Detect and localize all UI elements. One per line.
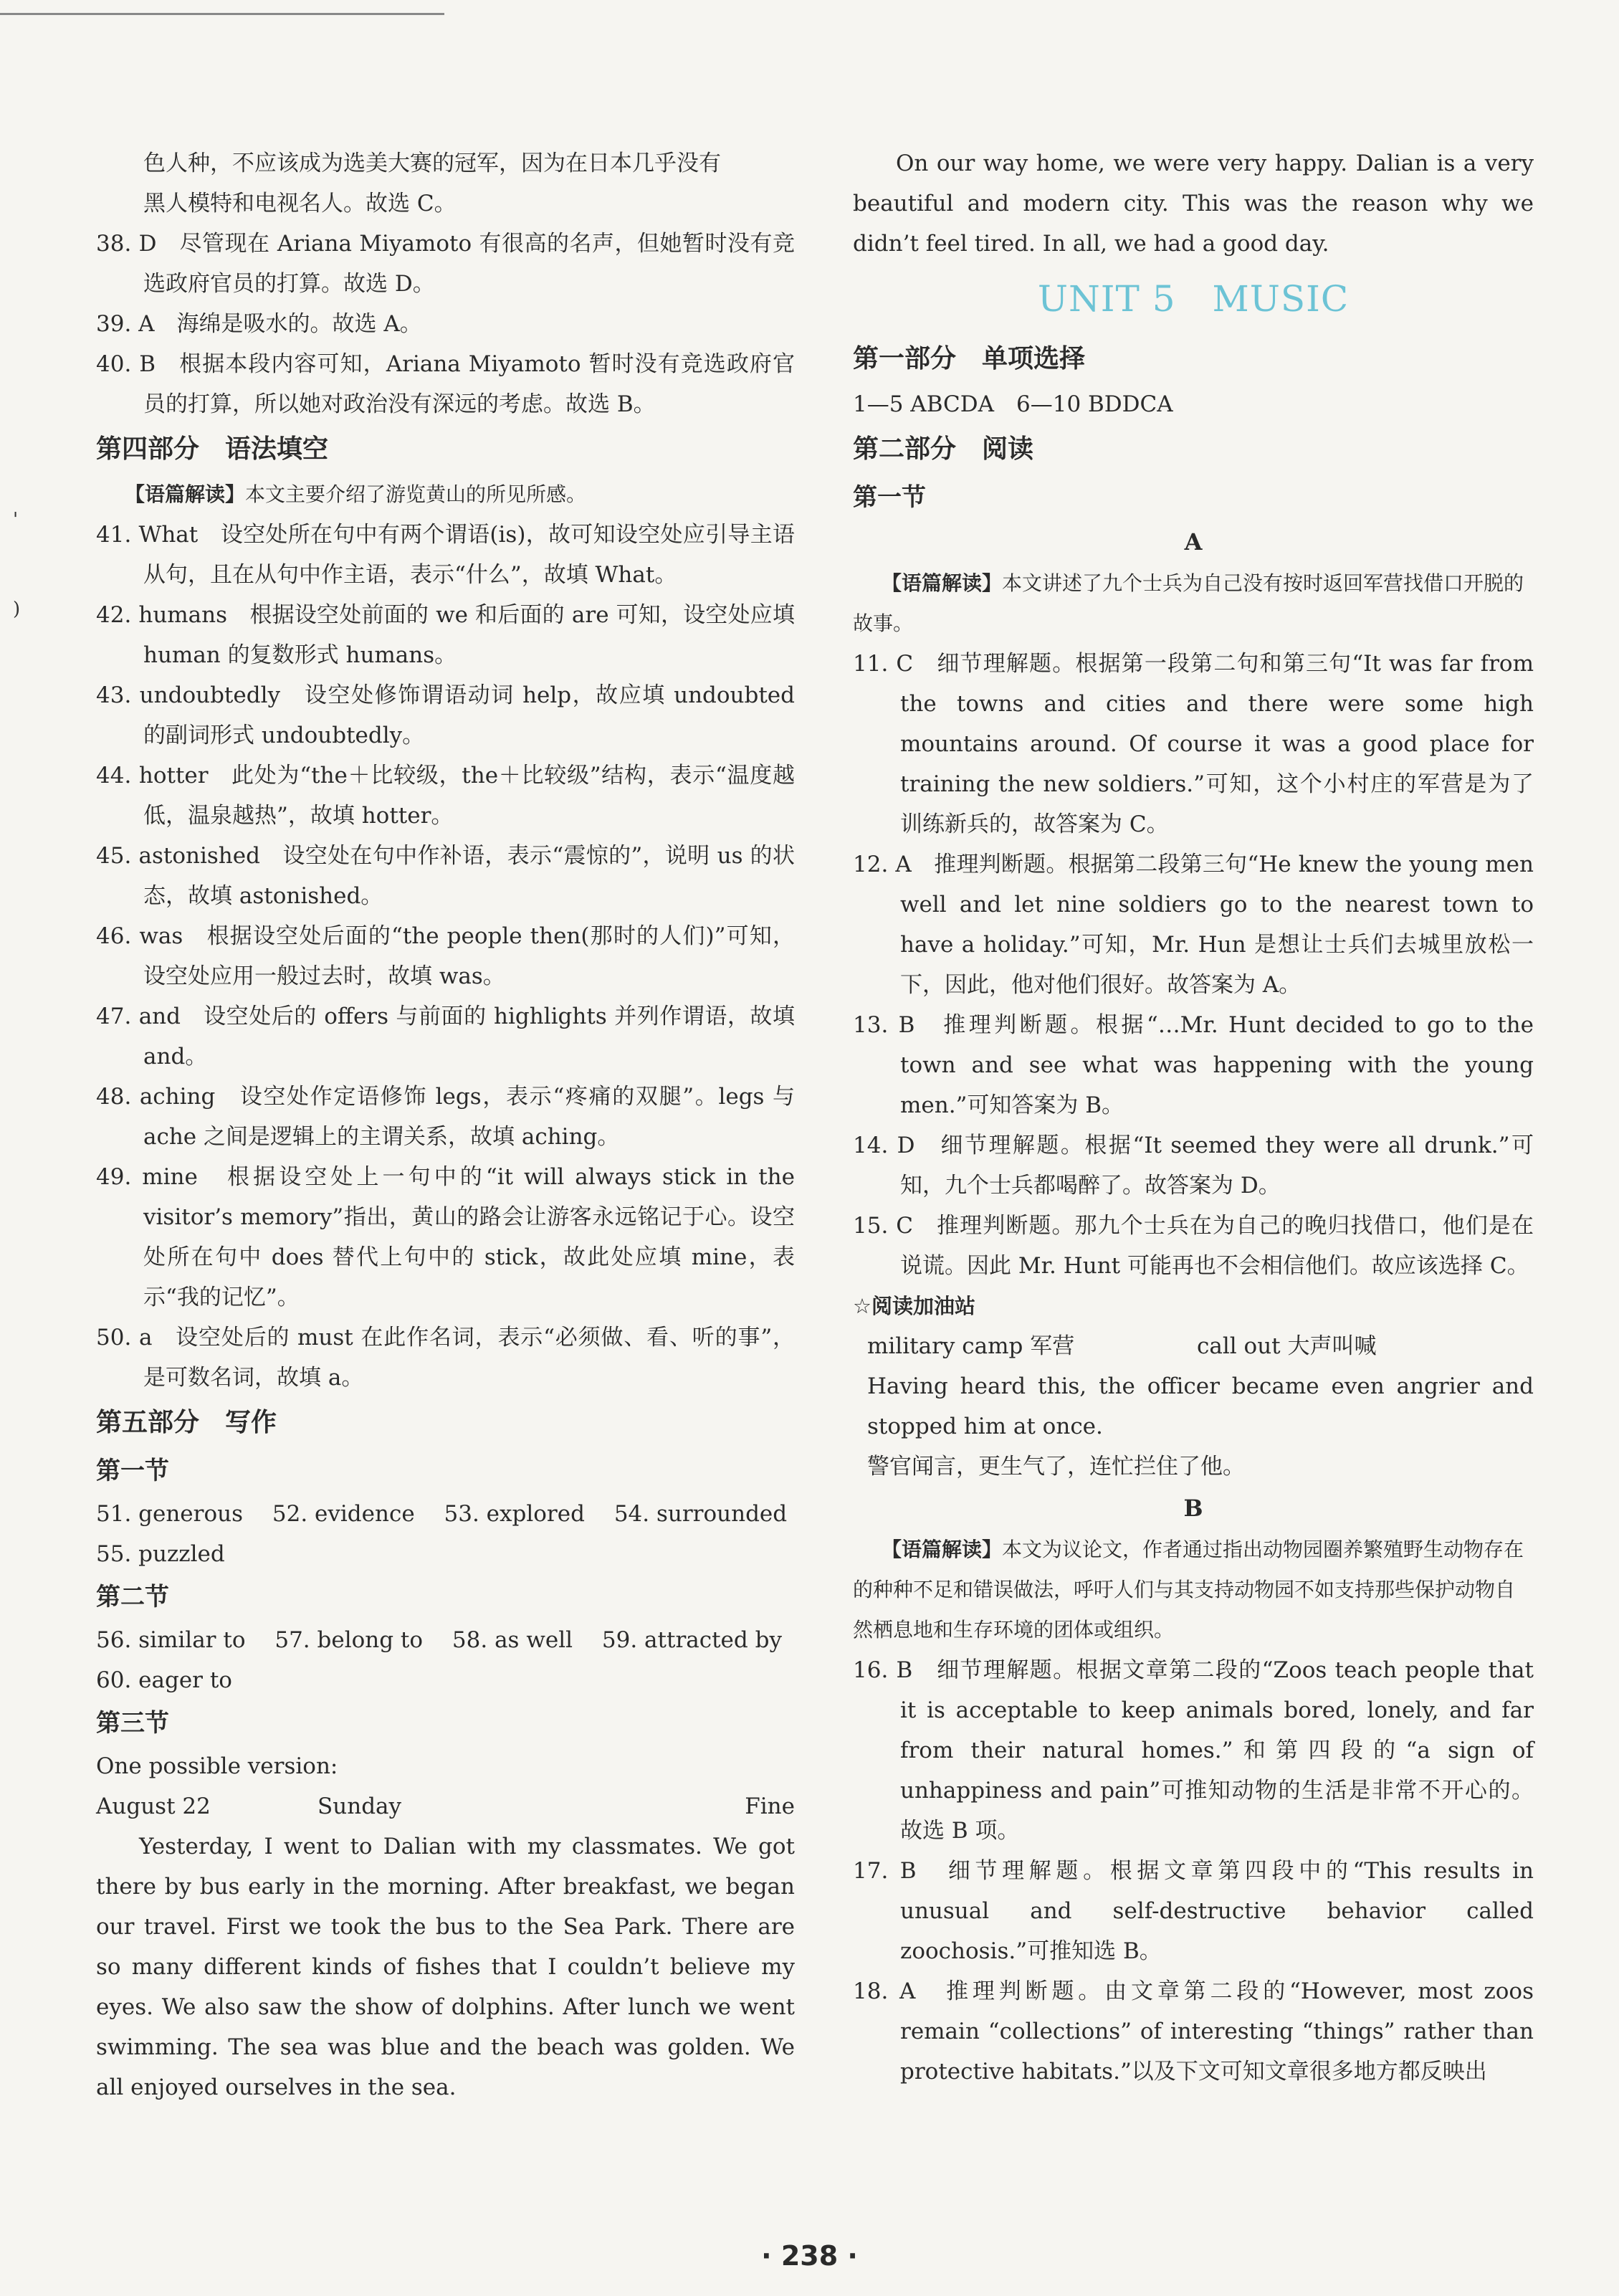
continued-answer-line: 黑人模特和电视名人。故选 C。 [143,191,457,216]
answer-59: 59. attracted by [601,1627,782,1653]
answer-18: 18. A 推理判断题。由文章第二段的“However, most zoos remain “collections” of interesting “things” rather than protective habitats.”以及下文可知文章很多地方都反映出 [853,1978,1534,2085]
diary-date: August 22 [96,1794,211,1819]
answer-45: 45. astonished 设空处在句中作补语，表示“震惊的”，说明 us 的状态，故填 astonished。 [96,843,795,909]
example-sentence-cn: 警官闻言，更生气了，连忙拦住了他。 [867,1454,1245,1480]
passage-b-note [853,1530,1534,1650]
answer-57: 57. belong to [274,1627,424,1653]
answer-56: 56. similar to [96,1627,246,1653]
section1-answers [96,1494,795,1574]
answer-53: 53. explored [444,1501,585,1527]
vocab-item: military camp 军营 [867,1333,1075,1359]
answer-51: 51. generous [96,1501,244,1527]
answer-38: 38. D 尽管现在 Ariana Miyamoto 有很高的名声，但她暂时没有竞选政府官员的打算。故选 D。 [96,231,795,297]
answer-44: 44. hotter 此处为“the＋比较级，the＋比较级”结构，表示“温度越低，温泉越热”，故填 hotter。 [96,763,795,829]
note-text: 本文讲述了九个士兵为自己没有按时返回军营找借口开脱的故事。 [853,571,1524,635]
part5-heading: 第五部分 写作 [96,1408,277,1437]
part4-reading-note [96,475,795,515]
part2-heading: 第二部分 阅读 [853,434,1034,464]
reading-boost-heading: ☆阅读加油站 [853,1294,975,1318]
note-tag: 【语篇解读】 [882,1538,1003,1561]
answer-12: 12. A 推理判断题。根据第二段第三句“He knew the young men well and let nine soldiers go to the nearest town to have a holiday.”可知，Mr. Hun 是想让士兵们去城里放松一下，因此，他对他们很好。故答案为 A。 [853,852,1534,998]
version-label: One possible version: [96,1753,338,1779]
section2-answers [96,1620,795,1700]
essay-paragraph-2: On our way home, we were very happy. Dalian is a very beautiful and modern city. This was the reason why we didn’t feel tired. In all, we had a good day. [853,151,1534,257]
answer-54: 54. surrounded [613,1501,788,1527]
section3-heading: 第三节 [96,1709,169,1738]
margin-mark: ' [13,509,19,530]
passage-b-label: B [1183,1495,1203,1522]
answer-47: 47. and 设空处后的 offers 与前面的 highlights 并列作谓语，故填 and。 [96,1004,795,1070]
note-text: 本文为议论文，作者通过指出动物园圈养繁殖野生动物存在的种种不足和错误做法，呼吁人们与其支持动物园不如支持那些保护动物自然栖息地和生存环境的团体或组织。 [853,1538,1524,1642]
answer-17: 17. B 细节理解题。根据文章第四段中的“This results in unusual and self-destructive behavior called zoochosis.”可推知选 B。 [853,1858,1534,1964]
answer-50: 50. a 设空处后的 must 在此作名词，表示“必须做、看、听的事”，是可数名词，故填 a。 [96,1325,795,1391]
answer-46: 46. was 根据设空处后面的“the people then(那时的人们)”可知，设空处应用一般过去时，故填 was。 [96,923,795,989]
answer-58: 58. as well [452,1627,573,1653]
answer-11: 11. C 细节理解题。根据第一段第二句和第三句“It was far from the towns and cities and there were some high mountains around. Of course it was a good place for training the new soldiers.”可知，这个小村庄的军营是为了训练新兵的，故答案为 C。 [853,651,1534,837]
answer-42: 42. humans 根据设空处前面的 we 和后面的 are 可知，设空处应填 human 的复数形式 humans。 [96,602,795,668]
answer-39: 39. A 海绵是吸水的。故选 A。 [96,311,422,337]
section2-heading: 第二节 [96,1583,169,1611]
answer-41: 41. What 设空处所在句中有两个谓语(is)，故可知设空处应引导主语从句，且在从句中作主语，表示“什么”，故填 What。 [96,522,795,588]
example-sentence-en: Having heard this, the officer became even angrier and stopped him at once. [867,1373,1534,1439]
part1-heading: 第一部分 单项选择 [853,344,1086,373]
header-rule [0,13,444,15]
note-tag: 【语篇解读】 [882,571,1003,595]
answer-13: 13. B 推理判断题。根据“…Mr. Hunt decided to go to the town and see what was happening with the young men.”可知答案为 B。 [853,1012,1534,1118]
answer-16: 16. B 细节理解题。根据文章第二段的“Zoos teach people that it is acceptable to keep animals bored, lonely, and far from their natural homes.”和第四段的“a sign of unhappiness and pain”可推知动物的生活是非常不开心的。故选 B 项。 [853,1657,1534,1844]
answer-43: 43. undoubtedly 设空处修饰谓语动词 help，故应填 undoubted 的副词形式 undoubtedly。 [96,682,795,748]
margin-mark: ) [13,599,21,620]
left-column [96,143,795,2107]
diary-day: Sunday [317,1794,402,1819]
page-number: · 238 · [761,2240,858,2272]
answer-15: 15. C 推理判断题。那九个士兵在为自己的晚归找借口，他们是在说谎。因此 Mr. Hunt 可能再也不会相信他们。故应该选择 C。 [853,1213,1534,1279]
essay-paragraph-1: Yesterday, I went to Dalian with my classmates. We got there by bus early in the morning. After breakfast, we began our travel. First we took the bus to the Sea Park. There are so many different kinds of fishes that I couldn’t believe my eyes. We also saw the show of dolphins. After lunch we went swimming. The sea was blue and the beach was golden. We all enjoyed ourselves in the sea. [96,1834,795,2100]
answer-49: 49. mine 根据设空处上一句中的“it will always stick in the visitor’s memory”指出，黄山的路会让游客永远铭记于心。设空处所在句中 does 替代上句中的 stick，故此处应填 mine，表示“我的记忆”。 [96,1164,795,1310]
answer-60: 60. eager to [96,1667,232,1693]
section1-heading: 第一节 [96,1457,169,1485]
vocab-row [853,1326,1534,1366]
diary-weather: Fine [745,1794,795,1819]
answer-52: 52. evidence [272,1501,415,1527]
answer-40: 40. B 根据本段内容可知，Ariana Miyamoto 暂时没有竞选政府官员的打算，所以她对政治没有深远的考虑。故选 B。 [96,351,795,417]
passage-a-note [853,563,1534,644]
continued-answer-line: 色人种，不应该成为选美大赛的冠军，因为在日本几乎没有 [143,151,721,176]
right-column [853,143,1534,2092]
vocab-item: call out 大声叫喊 [1197,1333,1377,1359]
unit-title: UNIT 5 MUSIC [1037,278,1350,320]
answer-14: 14. D 细节理解题。根据“It seemed they were all drunk.”可知，九个士兵都喝醉了。故答案为 D。 [853,1133,1534,1199]
part1-answers: 1—5 ABCDA 6—10 BDDCA [853,391,1173,417]
answer-55: 55. puzzled [96,1541,225,1567]
note-tag: 【语篇解读】 [125,482,246,506]
note-text: 本文主要介绍了游览黄山的所见所感。 [245,482,587,506]
part4-heading: 第四部分 语法填空 [96,434,329,464]
passage-a-label: A [1184,528,1203,556]
reading-section1-heading: 第一节 [853,483,926,512]
diary-header [96,1786,795,1826]
answer-48: 48. aching 设空处作定语修饰 legs，表示“疼痛的双腿”。legs 与 ache 之间是逻辑上的主谓关系，故填 aching。 [96,1084,795,1150]
